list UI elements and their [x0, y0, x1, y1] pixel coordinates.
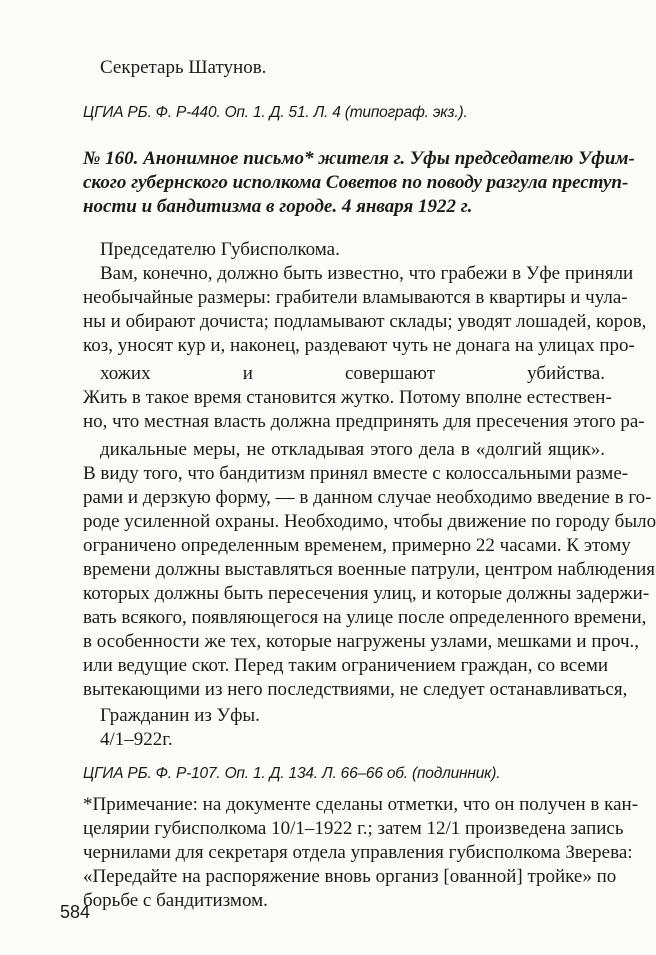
body-line: хожих и совершают убийства.: [100, 363, 605, 384]
body-line: в особенности же тех, которые нагружены узлами, мешками и проч.,: [83, 631, 640, 652]
body-line: но, что местная власть должна предпринять для пресечения этого ра-: [83, 411, 645, 432]
addressee: Председателю Губисполкома.: [100, 239, 340, 260]
note-line: целярии губисполкома 10/1–1922 г.; затем 12/1 произведена запись: [83, 818, 624, 839]
signature-line: Секретарь Шатунов.: [100, 57, 267, 78]
document-title-line-2: ского губернского исполкома Советов по поводу разгула преступ-: [83, 172, 629, 193]
document-date: 4/1–922г.: [100, 729, 173, 750]
body-line: дикальные меры, не откладывая этого дела в «долгий ящик».: [100, 439, 605, 460]
signed-by: Гражданин из Уфы.: [100, 705, 260, 726]
note-line: чернилами для секретаря отдела управления губисполкома Зверева:: [83, 842, 633, 863]
note-line: «Передайте на распоряжение вновь организ [ованной] тройке» по: [83, 866, 617, 887]
body-line: или ведущие скот. Перед таким ограничением граждан, со всеми: [83, 655, 609, 676]
body-line: рами и дерзкую форму, — в данном случае необходимо введение в го-: [83, 487, 652, 508]
note-line: *Примечание: на документе сделаны отметки, что он получен в кан-: [83, 794, 639, 815]
body-line: которых должны быть пересечения улиц, и которые должны задержи-: [83, 583, 650, 604]
body-line: вать всякого, появляющегося на улице после определенного времени,: [83, 607, 647, 628]
page-number: 584: [60, 902, 91, 922]
body-line: Жить в такое время становится жутко. Потому вполне естествен-: [83, 387, 612, 408]
archive-source-original: ЦГИА РБ. Ф. Р-107. Оп. 1. Д. 134. Л. 66–66 об. (подлинник).: [83, 765, 501, 782]
body-line: вытекающими из него последствиями, не следует останавливаться,: [83, 679, 628, 700]
body-line: необычайные размеры: грабители вламываются в квартиры и чула-: [83, 287, 628, 308]
body-line: времени должны выставляться военные патрули, центром наблюдения: [83, 559, 656, 580]
body-line: Вам, конечно, должно быть известно, что грабежи в Уфе приняли: [100, 263, 634, 284]
document-title-line-1: № 160. Анонимное письмо* жителя г. Уфы председателю Уфим-: [83, 148, 635, 169]
body-line: роде усиленной охраны. Необходимо, чтобы движение по городу было: [83, 511, 656, 532]
body-line: коз, уносят кур и, наконец, раздевают чуть не донага на улицах про-: [83, 335, 635, 356]
body-line: ны и обирают дочиста; подламывают склады; уводят лошадей, коров,: [83, 311, 647, 332]
document-title-line-3: ности и бандитизма в городе. 4 января 1922 г.: [83, 196, 473, 217]
archive-source: ЦГИА РБ. Ф. Р-440. Оп. 1. Д. 51. Л. 4 (типограф. экз.).: [83, 104, 468, 121]
body-line: В виду того, что бандитизм принял вместе с колоссальными разме-: [83, 463, 629, 484]
body-line: ограничено определенным временем, примерно 22 часами. К этому: [83, 535, 631, 556]
note-line: борьбе с бандитизмом.: [83, 890, 268, 911]
